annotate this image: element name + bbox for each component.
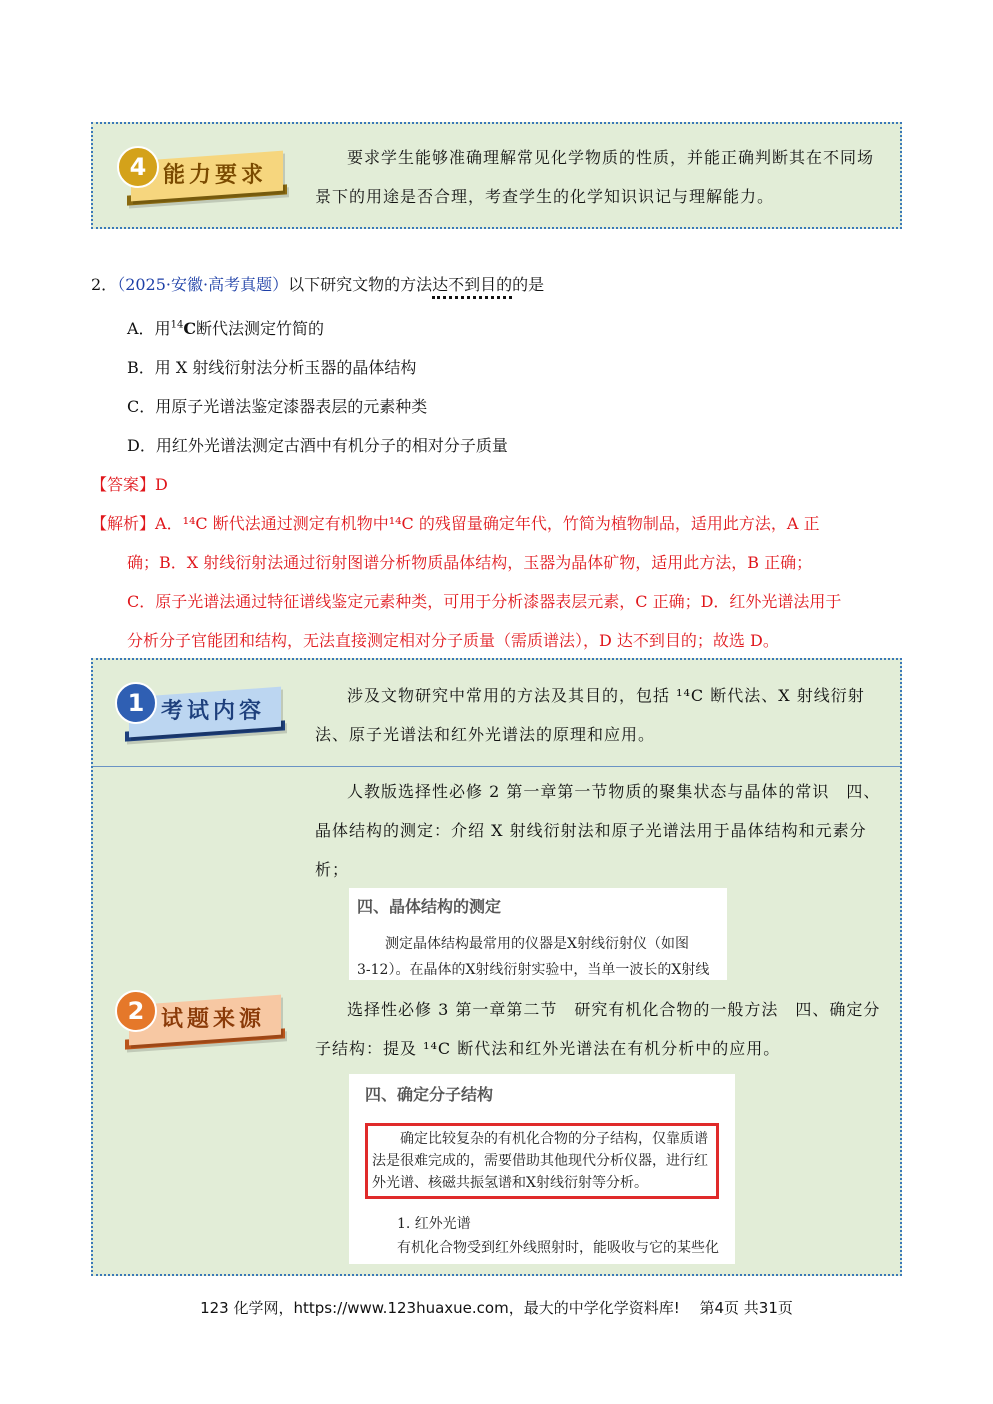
stem-emphasis: 达不到目的 (432, 275, 512, 294)
badge-label: 考试内容 (161, 699, 266, 724)
excerpt-line: 有机化合物受到红外线照射时，能吸收与它的某些化 (397, 1240, 719, 1256)
excerpt-title: 四、晶体结构的测定 (357, 897, 502, 916)
source-para-1: 人教版选择性必修 2 第一章第一节物质的聚集状态与晶体的常识 四、晶体结构的测定：介绍 X 射线衍射法和原子光谱法用于晶体结构和元素分析； (315, 782, 881, 879)
stem-prefix: 以下研究文物的方法 (288, 275, 433, 294)
question-source-badge (115, 990, 295, 1050)
badge-label: 试题来源 (161, 1007, 266, 1032)
option-a: A．用$^{14}$C断代法测定竹简的 (127, 319, 325, 338)
question-number: 2． (91, 275, 118, 294)
exam-content-text: 涉及文物研究中常用的方法及其目的，包括 ¹⁴C 断代法、X 射线衍射法、原子光谱法和红外光谱法的原理和应用。 (315, 686, 865, 744)
analysis-line-2: 确；B．X 射线衍射法通过衍射图谱分析物质晶体结构，玉器为晶体矿物，适用此方法，B 正确； (127, 553, 813, 572)
excerpt-subheading: 1. 红外光谱 (397, 1216, 471, 1232)
textbook-excerpt-1 (349, 888, 727, 980)
excerpt-line: 3-12）。在晶体的X射线衍射实验中，当单一波长的X射线 (357, 962, 710, 978)
source-para-2: 选择性必修 3 第一章第二节 研究有机化合物的一般方法 四、确定分子结构：提及 ¹⁴C 断代法和红外光谱法在有机分析中的应用。 (315, 1000, 881, 1058)
ability-text: 要求学生能够准确理解常见化学物质的性质，并能正确判断其在不同场景下的用途是否合理，考查学生的化学知识识记与理解能力。 (315, 148, 875, 206)
stem-suffix: 的是 (512, 275, 545, 294)
ability-badge (117, 146, 297, 206)
ability-requirement-box (91, 122, 902, 229)
excerpt-title: 四、确定分子结构 (365, 1085, 494, 1104)
analysis-line-3: C．原子光谱法通过特征谱线鉴定元素种类，可用于分析漆器表层元素，C 正确；D．红外光谱法用于 (127, 592, 842, 611)
option-b: B．用 X 射线衍射法分析玉器的晶体结构 (127, 358, 417, 377)
option-d: D．用红外光谱法测定古酒中有机分子的相对分子质量 (127, 436, 508, 455)
exam-info-box (91, 658, 902, 1276)
badge-label: 能力要求 (163, 163, 268, 188)
badge-number: 2 (115, 990, 157, 1032)
excerpt-line: 测定晶体结构最常用的仪器是X射线衍射仪（如图 (385, 936, 689, 952)
question-source: （2025·安徽·高考真题） (117, 275, 289, 294)
exam-content-badge (115, 682, 295, 742)
section-divider (93, 766, 900, 767)
question-stem (91, 272, 544, 295)
highlighted-excerpt: 确定比较复杂的有机化合物的分子结构，仅靠质谱法是很难完成的，需要借助其他现代分析仪器，进行红外光谱、核磁共振氢谱和X射线衍射等分析。 (365, 1123, 719, 1199)
option-c: C．用原子光谱法鉴定漆器表层的元素种类 (127, 397, 428, 416)
textbook-excerpt-2 (349, 1074, 735, 1264)
answer: 【答案】D (91, 475, 168, 494)
badge-number: 1 (115, 682, 157, 724)
badge-number: 4 (117, 146, 159, 188)
analysis-line-1: 【解析】A．¹⁴C 断代法通过测定有机物中¹⁴C 的残留量确定年代，竹简为植物制品，适用此方法，A 正 (91, 514, 820, 533)
analysis-line-4: 分析分子官能团和结构，无法直接测定相对分子质量（需质谱法），D 达不到目的；故选 D。 (127, 631, 779, 650)
page-footer: 123 化学网，https://www.123huaxue.com，最大的中学化学资料库! 第4页 共31页 (200, 1299, 793, 1317)
